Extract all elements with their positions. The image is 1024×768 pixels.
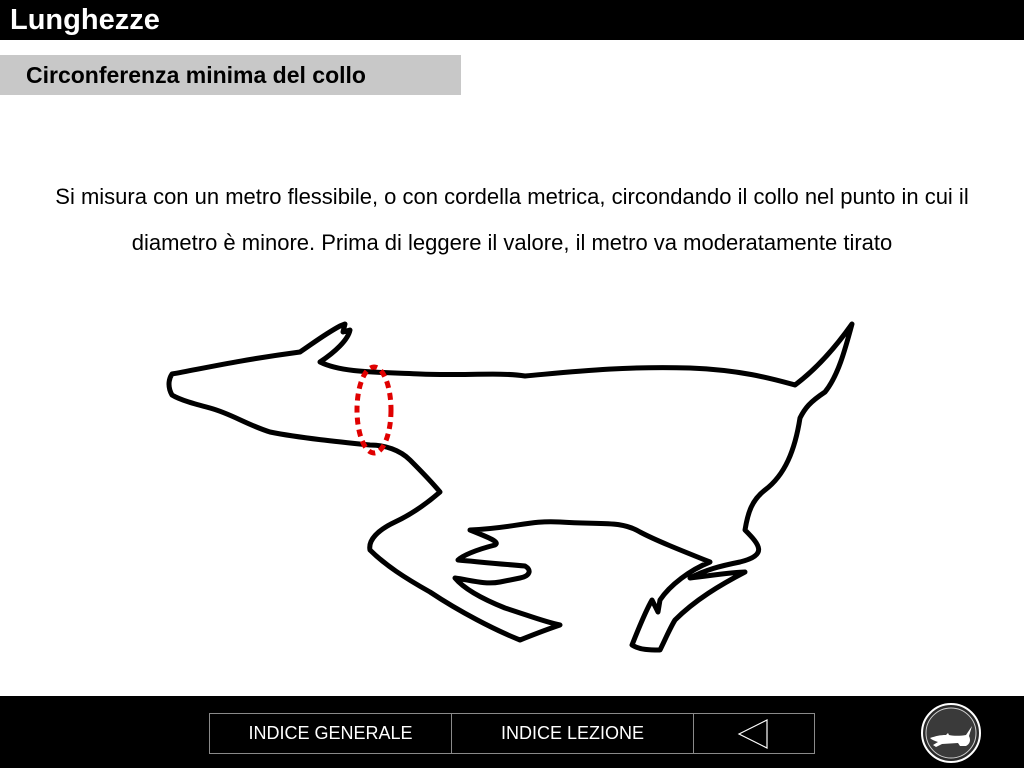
dog-logo-icon: [920, 702, 982, 764]
section-subtitle: Circonferenza minima del collo: [26, 62, 366, 88]
navigation-group: [209, 713, 815, 754]
title-bar: [0, 0, 1024, 40]
lesson-index-button[interactable]: INDICE LEZIONE: [452, 714, 694, 753]
description-text: Si misura con un metro flessibile, o con cordella metrica, circondando il collo nel punto in cui il diametro è minore. Prima di leggere il valore, il metro va moderatamente tirato: [55, 184, 969, 255]
general-index-button[interactable]: INDICE GENERALE: [210, 714, 452, 753]
neck-measure-ellipse-icon: [357, 367, 391, 453]
footer-bar: [0, 696, 1024, 768]
triangle-left-icon: [736, 716, 772, 752]
back-button[interactable]: [694, 714, 814, 753]
dog-outline-icon: [0, 300, 1024, 670]
home-button[interactable]: [920, 702, 982, 764]
page-title: Lunghezze: [10, 4, 160, 36]
dog-outline-path: [169, 324, 852, 650]
section-header: [0, 55, 461, 95]
